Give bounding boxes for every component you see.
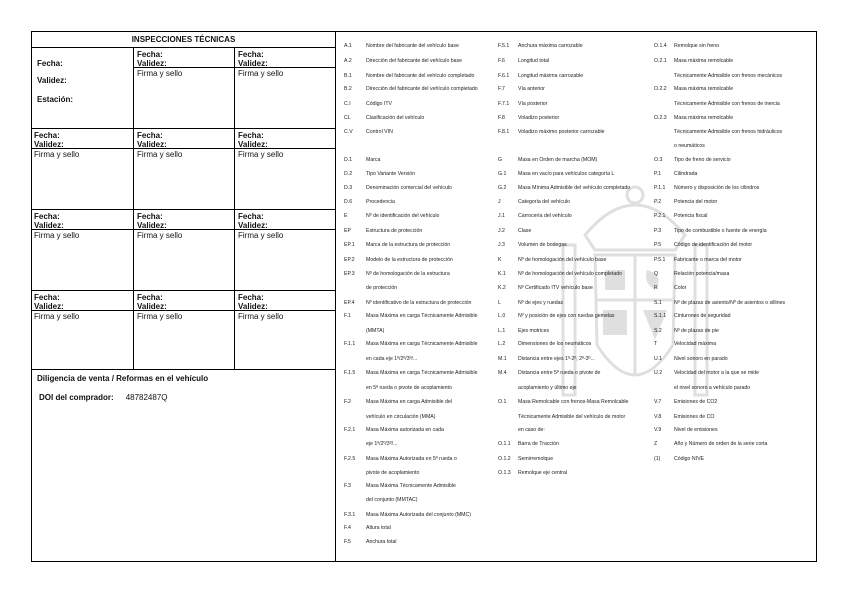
legend-label: Voladizo máximo posterior carrozable [518, 129, 605, 135]
legend-label: Clase [518, 228, 532, 234]
legend-label: en caso de: [518, 427, 545, 433]
legend-label: Velocidad del motor a la que se mide [674, 370, 760, 376]
legend-code: F.1.1 [344, 341, 356, 347]
legend-code: F.7 [498, 86, 505, 92]
fecha-label: Fecha: [34, 293, 60, 302]
legend-code: F.7.1 [498, 101, 510, 107]
legend-label: Nº de ejes y ruedas [518, 300, 564, 306]
legend-label: o neumáticos [674, 143, 705, 149]
legend-code: F.8 [498, 115, 505, 121]
validez-label: Validez: [238, 302, 268, 311]
legend-code: J [498, 199, 501, 205]
legend-label: Código de identificación del motor [674, 242, 753, 248]
firma-label: Firma y sello [137, 150, 183, 159]
firma-label: Firma y sello [137, 231, 183, 240]
legend-code: B.1 [344, 73, 352, 79]
legend-label: Masa en Orden de marcha (MOM) [518, 157, 598, 163]
legend-label: Denominación comercial del vehículo [366, 185, 452, 191]
legend-label: Potencia fiscal [674, 213, 708, 219]
legend-code: P.3 [654, 228, 662, 234]
legend-label: Nº de homologación del vehículo base [518, 257, 607, 263]
legend-label: Nombre del fabricante del vehículo completado [366, 73, 475, 79]
legend-code: J.2 [498, 228, 505, 234]
inspection-cell [134, 48, 235, 129]
legend-label: Altura total [366, 525, 391, 531]
legend-code: C.V [344, 129, 353, 135]
legend-label: Dirección del fabricante del vehículo base [366, 58, 463, 64]
legend-label: Código ITV [366, 101, 392, 107]
legend-label: Masa Máxima en carga Admisible del [366, 399, 452, 405]
legend-code: Z [654, 441, 658, 447]
legend-code: S.1.1 [654, 313, 667, 319]
legend-code: (1) [654, 456, 661, 462]
validez-label: Validez: [137, 59, 167, 68]
legend-label: Longitud total [518, 58, 550, 64]
fecha-label: Fecha: [37, 59, 63, 68]
legend-label: Barra de Tracción [518, 441, 559, 447]
legend-label: Estructura de protección [366, 228, 423, 234]
fecha-label: Fecha: [238, 212, 264, 221]
legend-label: Remolque sin freno [674, 43, 719, 49]
legend-code: O.1.3 [498, 470, 511, 476]
legend-label: Masa máxima remolcable [674, 86, 734, 92]
legend-label: acoplamiento y último eje [518, 385, 577, 391]
legend-label: Cilindrada [674, 171, 698, 177]
legend-label: Masa en vacío para vehículos categoría L [518, 171, 615, 177]
legend-label: Nº de plazas de pie [674, 328, 719, 334]
fecha-label: Fecha: [238, 50, 264, 59]
firma-label: Firma y sello [238, 150, 284, 159]
legend-label: Nivel sonoro en parado [674, 356, 728, 362]
legend-label: Cinturones de seguridad [674, 313, 731, 319]
fecha-label: Fecha: [34, 131, 60, 140]
legend-code: F.2.1 [344, 427, 356, 433]
legend-code: F.1.5 [344, 370, 356, 376]
fecha-label: Fecha: [137, 50, 163, 59]
legend-label: Emisiones de CO2 [674, 399, 718, 405]
legend-label: pivote de acoplamiento [366, 470, 420, 476]
legend-label: Anchura máxima carrozable [518, 43, 583, 49]
legend-label: Masa Máxima Autorizada en 5ª rueda o [366, 456, 457, 462]
legend-label: Dirección del fabricante del vehículo completado [366, 86, 478, 92]
legend-code: L [498, 300, 501, 306]
legend-code: P.2 [654, 199, 662, 205]
legend-label: Emisiones de CO [674, 414, 715, 420]
legend-label: Masa máxima remolcable [674, 115, 734, 121]
legend-code: T [654, 341, 658, 347]
legend-code: D.6 [344, 199, 353, 205]
legend-label: de protección [366, 285, 398, 291]
legend-code: O.1.2 [498, 456, 511, 462]
legend-label: Masa máxima remolcable [674, 58, 734, 64]
inspection-cell [134, 129, 235, 210]
legend-code: U.1 [654, 356, 663, 362]
inspection-cell [235, 48, 336, 129]
legend-label: Tipo de combustible o fuente de energía [674, 228, 767, 234]
legend-code: CL [344, 115, 351, 121]
legend-code: F.5.1 [498, 43, 510, 49]
legend-label: Código NIVE [674, 456, 704, 462]
validez-label: Validez: [34, 140, 64, 149]
legend-code: F.6 [498, 58, 505, 64]
legend-code: G [498, 157, 503, 163]
legend-code: V.9 [654, 427, 662, 433]
legend-code: D.2 [344, 171, 353, 177]
legend-label: Masa Mínima Admisible del vehículo completado [518, 185, 631, 191]
inspection-cell [235, 291, 336, 370]
firma-label: Firma y sello [238, 231, 284, 240]
inspection-cell [134, 210, 235, 291]
legend-label: Volumen de bodegas [518, 242, 567, 248]
legend-label: Nivel de emisiones [674, 427, 718, 433]
legend-label: Modelo de la estructura de protección [366, 257, 453, 263]
fecha-label: Fecha: [137, 131, 163, 140]
legend-code: O.2.3 [654, 115, 667, 121]
legend-code: A.2 [344, 58, 352, 64]
legend-code: P.1.1 [654, 185, 666, 191]
legend-code: EP.1 [344, 242, 355, 248]
legend-code: F.1 [344, 313, 351, 319]
validez-label: Validez: [137, 221, 167, 230]
legend-label: Fabricante o marca del motor [674, 257, 742, 263]
legend-code: F.2.5 [344, 456, 356, 462]
legend-code: B.2 [344, 86, 352, 92]
legend-code: P.1 [654, 171, 662, 177]
fecha-label: Fecha: [137, 293, 163, 302]
legend-label: Masa Máxima en carga Técnicamente Admisible [366, 313, 478, 319]
legend-code: P.2.1 [654, 213, 666, 219]
legend-code: L.2 [498, 341, 506, 347]
legend-label: Color [674, 285, 687, 291]
legend-code: O.2.2 [654, 86, 667, 92]
doi-label: DOI del comprador: [39, 393, 114, 402]
inspection-cell [31, 129, 134, 210]
legend-code: Q [654, 271, 659, 277]
legend-code: O.1 [498, 399, 507, 405]
legend-code: C.I [344, 101, 351, 107]
legend-code: O.2.1 [654, 58, 667, 64]
legend-label: Control VIN [366, 129, 393, 135]
legend-code: K.1 [498, 271, 506, 277]
legend-label: Anchura total [366, 539, 397, 545]
firma-label: Firma y sello [34, 150, 80, 159]
legend-code: EP.2 [344, 257, 355, 263]
legend-label: Masa Remolcable con frenos-Masa Remolcable [518, 399, 629, 405]
legend-code: O.1.1 [498, 441, 511, 447]
legend-label: Técnicamente Admisible con frenos hidráulicos [674, 129, 783, 135]
legend-label: Relación potencia/masa [674, 271, 730, 277]
legend-label: Distancia entre ejes 1º-2º, 2º-3º... [518, 356, 595, 362]
fecha-label: Fecha: [238, 131, 264, 140]
legend-code: D.1 [344, 157, 353, 163]
legend-code: L.0 [498, 313, 506, 319]
legend-label: Técnicamente Admisible con frenos de inercia [674, 101, 780, 107]
legend-code: O.1.4 [654, 43, 667, 49]
firma-label: Firma y sello [238, 69, 284, 78]
legend-label: Remolque eje central [518, 470, 568, 476]
legend-label: en 5ª rueda o pivote de acoplamiento [366, 385, 452, 391]
code-legend-panel [336, 31, 817, 562]
legend-code: E [344, 213, 348, 219]
fecha-label: Fecha: [137, 212, 163, 221]
inspection-cell [235, 129, 336, 210]
legend-code: A.1 [344, 43, 352, 49]
legend-code: P.5 [654, 242, 662, 248]
legend-code: V.8 [654, 414, 662, 420]
fecha-label: Fecha: [238, 293, 264, 302]
legend-label: Categoría del vehículo [518, 199, 570, 205]
legend-code: EP [344, 228, 351, 234]
legend-label: Nombre del fabricante del vehículo base [366, 43, 459, 49]
firma-label: Firma y sello [137, 312, 183, 321]
legend-label: Dimensiones de los neumáticos [518, 341, 592, 347]
legend-label: Vía anterior [518, 86, 545, 92]
legend-code: EP.3 [344, 271, 355, 277]
legend-label: Vía posterior [518, 101, 548, 107]
legend-label: Tipo de freno de servicio [674, 157, 731, 163]
legend-code: F.8.1 [498, 129, 510, 135]
firma-label: Firma y sello [137, 69, 183, 78]
legend-code: K.2 [498, 285, 506, 291]
inspection-cell [31, 291, 134, 370]
validez-label: Validez: [137, 140, 167, 149]
legend-label: Año y Número de orden de la serie corta [674, 441, 768, 447]
legend-label: Nº Certificado ITV vehículo base [518, 285, 593, 291]
estacion-label: Estación: [37, 95, 74, 104]
legend-label: en cada eje 1º/2º/3º/... [366, 356, 418, 362]
legend-code: L.1 [498, 328, 506, 334]
inspection-cell [31, 210, 134, 291]
firma-label: Firma y sello [34, 231, 80, 240]
legend-code: O.3 [654, 157, 663, 163]
legend-label: Nº de identificación del vehículo [366, 213, 440, 219]
diligencia-title: Diligencia de venta / Reformas en el vehículo [37, 374, 209, 383]
legend-code: S.2 [654, 328, 662, 334]
inspection-cell [134, 291, 235, 370]
inspections-panel [31, 31, 336, 562]
legend-label: Procedencia [366, 199, 395, 205]
legend-label: Técnicamente Admisible del vehículo de motor [518, 414, 626, 420]
legend-label: Ejes motrices [518, 328, 550, 334]
legend-code: U.2 [654, 370, 663, 376]
legend-code: M.1 [498, 356, 507, 362]
legend-code: F.5 [344, 539, 351, 545]
legend-label: Nº identificativo de la estructura de protección [366, 300, 472, 306]
legend-label: Nº de homologación del vehículo completado [518, 271, 622, 277]
legend-label: Longitud máxima carrozable [518, 73, 584, 79]
legend-label: el nivel sonoro a vehículo parado [674, 385, 751, 391]
legend-label: Carrocería del vehículo [518, 213, 572, 219]
legend-label: Velocidad máxima [674, 341, 717, 347]
legend-label: Potencia del motor [674, 199, 718, 205]
legend-label: Técnicamente Admisible con frenos mecánicos [674, 73, 783, 79]
legend-code: P.5.1 [654, 257, 666, 263]
legend-label: vehículo en circulación (MMA) [366, 414, 436, 420]
legend-code: R [654, 285, 658, 291]
firma-label: Firma y sello [238, 312, 284, 321]
legend-label: Semirremolque [518, 456, 554, 462]
validez-label: Validez: [137, 302, 167, 311]
legend-label: Masa Máxima Autorizada del conjunto (MMC) [366, 512, 471, 518]
diligencia-section [31, 370, 336, 562]
inspection-cell [235, 210, 336, 291]
legend-code: J.1 [498, 213, 505, 219]
legend-code: G.2 [498, 185, 507, 191]
firma-label: Firma y sello [34, 312, 80, 321]
legend-code: M.4 [498, 370, 507, 376]
legend-label: Tipo Variante Versión [366, 171, 416, 177]
legend-code: F.3 [344, 483, 351, 489]
legend-label: Masa Máxima Técnicamente Admisible [366, 483, 456, 489]
legend-code: S.1 [654, 300, 662, 306]
legend-label: Masa Máxima en carga Técnicamente Admisible [366, 341, 478, 347]
legend-code: F.4 [344, 525, 351, 531]
validez-label: Validez: [37, 76, 67, 85]
legend-label: Masa Máxima autorizada en cada [366, 427, 444, 433]
validez-label: Validez: [34, 302, 64, 311]
legend-code: F.6.1 [498, 73, 510, 79]
legend-code: V.7 [654, 399, 662, 405]
legend-code: F.3.1 [344, 512, 356, 518]
legend-code: D.3 [344, 185, 353, 191]
doi-value: 48782487Q [125, 393, 168, 402]
legend-code: K [498, 257, 502, 263]
validez-label: Validez: [238, 140, 268, 149]
inspection-cell-main [31, 48, 134, 129]
legend-label: Marca de la estructura de protección [366, 242, 451, 248]
validez-label: Validez: [238, 59, 268, 68]
inspections-title: INSPECCIONES TÉCNICAS [31, 31, 336, 48]
legend-code: J.3 [498, 242, 505, 248]
legend-label: Masa Máxima en carga Técnicamente Admisible [366, 370, 478, 376]
legend-label: del conjunto (MMTAC) [366, 497, 418, 503]
legend-code: F.2 [344, 399, 351, 405]
legend-label: Voladizo posterior [518, 115, 560, 121]
doi-row [39, 393, 168, 402]
validez-label: Validez: [238, 221, 268, 230]
legend-code: EP.4 [344, 300, 355, 306]
legend-label: Nº de plazas de asiento/Nº de asientos o sillines [674, 300, 786, 306]
legend-label: Marca [366, 157, 381, 163]
legend-label: Clasificación del vehículo [366, 115, 425, 121]
legend-label: Distancia entre 5ª rueda o pivote de [518, 370, 601, 376]
fecha-label: Fecha: [34, 212, 60, 221]
validez-label: Validez: [34, 221, 64, 230]
legend-code: G.1 [498, 171, 507, 177]
legend-label: (MMTA) [366, 328, 385, 334]
legend-label: Número y disposición de los cilindros [674, 185, 760, 191]
legend-label: Nº y posición de ejes con ruedas gemelas [518, 313, 615, 319]
legend-label: Nº de homologación de la estructura [366, 271, 450, 277]
legend-label: eje 1º/2º/3º/... [366, 441, 398, 447]
